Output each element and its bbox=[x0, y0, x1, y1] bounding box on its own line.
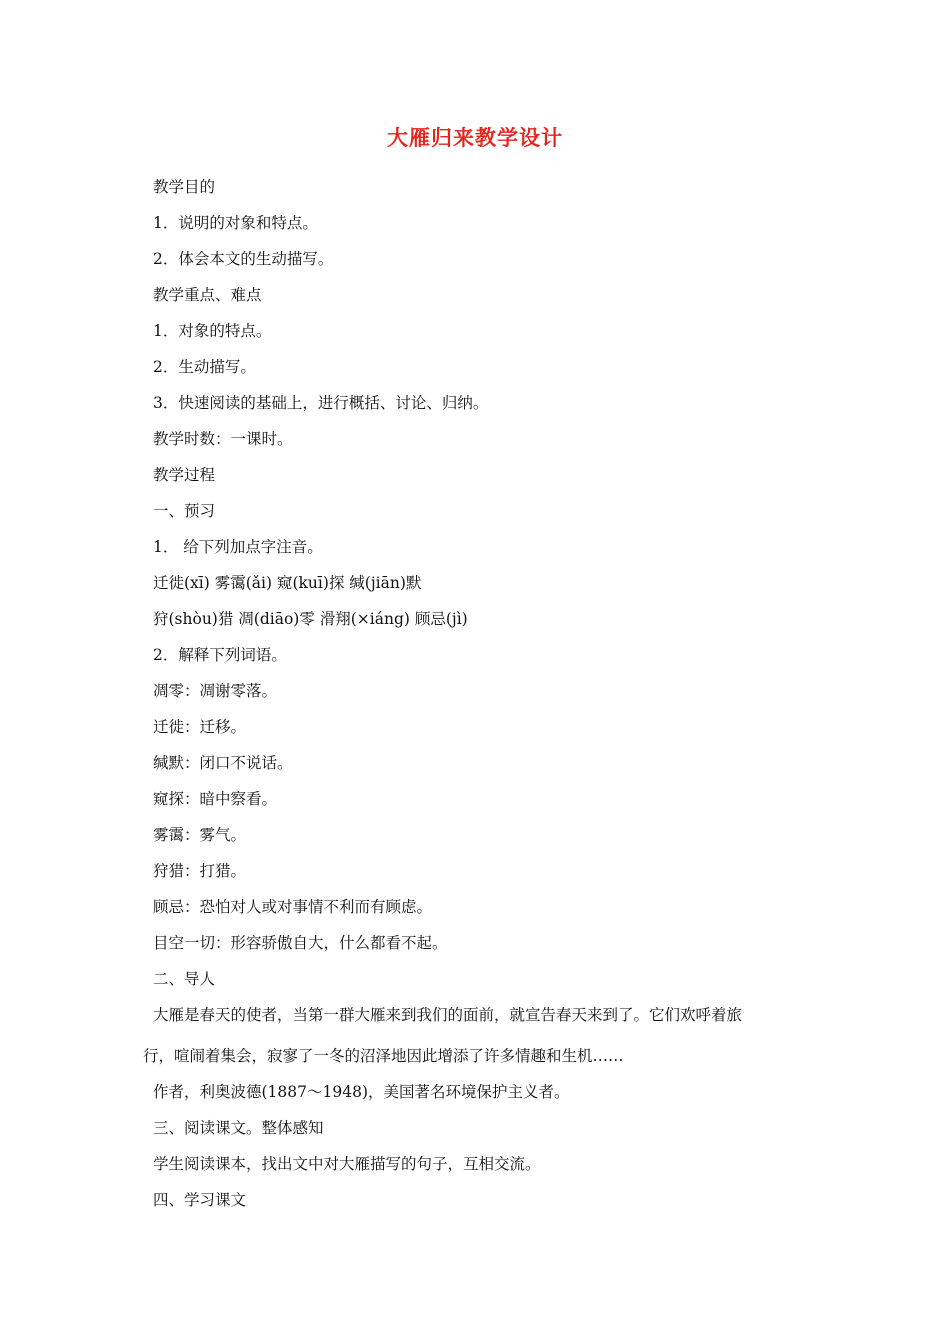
section-preview: 一、预习 bbox=[153, 502, 216, 520]
definition-item: 目空一切：形容骄傲自大，什么都看不起。 bbox=[153, 934, 448, 952]
definition-item: 凋零：凋谢零落。 bbox=[153, 682, 278, 700]
preview-task-1: 1． 给下列加点字注音。 bbox=[153, 538, 323, 556]
heading-teaching-process: 教学过程 bbox=[153, 466, 216, 484]
heading-key-points: 教学重点、难点 bbox=[153, 286, 262, 304]
definition-item: 雾霭：雾气。 bbox=[153, 826, 247, 844]
definition-item: 狩猎：打猎。 bbox=[153, 862, 247, 880]
section-reading: 三、阅读课文。整体感知 bbox=[153, 1119, 324, 1137]
reading-task: 学生阅读课本，找出文中对大雁描写的句子，互相交流。 bbox=[153, 1155, 541, 1173]
teaching-hours: 教学时数：一课时。 bbox=[153, 430, 293, 448]
goal-item-2: 2．体会本文的生动描写。 bbox=[153, 250, 334, 268]
section-study-text: 四、学习课文 bbox=[153, 1191, 247, 1209]
document-title: 大雁归来教学设计 bbox=[387, 126, 563, 150]
key-point-item-3: 3．快速阅读的基础上，进行概括、讨论、归纳。 bbox=[153, 394, 489, 412]
key-point-item-1: 1．对象的特点。 bbox=[153, 322, 272, 340]
definition-item: 窥探：暗中察看。 bbox=[153, 790, 278, 808]
intro-paragraph-line-2: 行，喧闹着集会，寂寥了一冬的沼泽地因此增添了许多情趣和生机…… bbox=[143, 1047, 624, 1065]
preview-task-2: 2．解释下列词语。 bbox=[153, 646, 287, 664]
definition-item: 顾忌：恐怕对人或对事情不利而有顾虑。 bbox=[153, 898, 433, 916]
key-point-item-2: 2．生动描写。 bbox=[153, 358, 256, 376]
pinyin-line-1: 迁徙(xī) 雾霭(ǎi) 窥(kuī)探 缄(jiān)默 bbox=[153, 574, 422, 592]
definition-item: 迁徙：迁移。 bbox=[153, 718, 247, 736]
author-note: 作者，利奥波德(1887～1948)，美国著名环境保护主义者。 bbox=[153, 1083, 570, 1101]
goal-item-1: 1．说明的对象和特点。 bbox=[153, 214, 318, 232]
heading-teaching-goals: 教学目的 bbox=[153, 178, 216, 196]
pinyin-line-2: 狩(shòu)猎 凋(diāo)零 滑翔(×iáng) 顾忌(jì) bbox=[153, 610, 468, 628]
intro-paragraph-line-1: 大雁是春天的使者，当第一群大雁来到我们的面前，就宣告春天来到了。它们欢呼着旅 bbox=[153, 1006, 743, 1024]
definition-item: 缄默：闭口不说话。 bbox=[153, 754, 293, 772]
section-introduction: 二、导人 bbox=[153, 970, 216, 988]
